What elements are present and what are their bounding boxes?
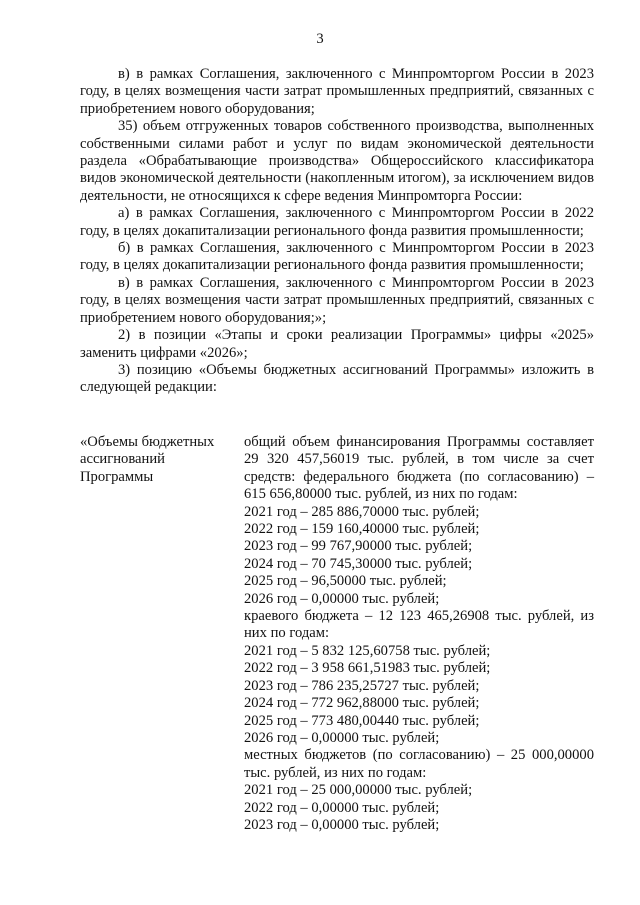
budget-line: 2022 год – 159 160,40000 тыс. рублей; [244, 521, 480, 538]
budget-line: общий объем финансирования Программы составляет 29 320 457,56019 тыс. рублей, в том числе за счет средств: федерального бюджета (по согласованию) – 615 656,80000 тыс. рублей, из них по годам: [244, 434, 594, 503]
budget-line: 2022 год – 3 958 661,51983 тыс. рублей; [244, 660, 491, 677]
budget-line: 2026 год – 0,00000 тыс. рублей; [244, 590, 440, 607]
budget-line: 2023 год – 786 235,25727 тыс. рублей; [244, 677, 480, 694]
paragraph: а) в рамках Соглашения, заключенного с Минпромторгом России в 2022 году, в целях докапитализации регионального фонда развития промышленности; [80, 205, 594, 239]
budget-line: краевого бюджета – 12 123 465,26908 тыс. рублей, из них по годам: [244, 608, 594, 642]
budget-line: 2023 год – 0,00000 тыс. рублей; [244, 816, 440, 833]
budget-line: 2024 год – 70 745,30000 тыс. рублей; [244, 555, 473, 572]
budget-line: 2021 год – 25 000,00000 тыс. рублей; [244, 782, 473, 799]
budget-line: 2022 год – 0,00000 тыс. рублей; [244, 799, 440, 816]
budget-line: 2025 год – 96,50000 тыс. рублей; [244, 573, 447, 590]
paragraph: 3) позицию «Объемы бюджетных ассигнований Программы» изложить в следующей редакции: [80, 361, 594, 396]
paragraph: в) в рамках Соглашения, заключенного с Минпромторгом России в 2023 году, в целях возмещения части затрат промышленных предприятий, связанных с приобретением нового оборудования;»; [80, 274, 594, 326]
budget-table [80, 434, 594, 834]
budget-line: 2021 год – 285 886,70000 тыс. рублей; [244, 503, 480, 520]
budget-line: 2023 год – 99 767,90000 тыс. рублей; [244, 538, 473, 555]
paragraph: в) в рамках Соглашения, заключенного с Минпромторгом России в 2023 году, в целях возмещения части затрат промышленных предприятий, связанных с приобретением нового оборудования; [80, 66, 594, 117]
budget-line: 2026 год – 0,00000 тыс. рублей; [244, 729, 440, 746]
budget-line: 2025 год – 773 480,00440 тыс. рублей; [244, 712, 480, 729]
paragraph: б) в рамках Соглашения, заключенного с Минпромторгом России в 2023 году, в целях докапитализации регионального фонда развития промышленности; [80, 240, 594, 274]
budget-line: местных бюджетов (по согласованию) – 25 000,00000 тыс. рублей, из них по годам: [244, 747, 594, 781]
budget-line: 2021 год – 5 832 125,60758 тыс. рублей; [244, 642, 491, 659]
budget-label: «Объемы бюджетных ассигнований Программы [80, 434, 215, 485]
budget-row [80, 434, 594, 834]
budget-line: 2024 год – 772 962,88000 тыс. рублей; [244, 695, 480, 712]
paragraph: 2) в позиции «Этапы и сроки реализации Программы» цифры «2025» заменить цифрами «2026»; [80, 327, 594, 361]
document-body [80, 66, 594, 397]
page-number: 3 [316, 31, 324, 47]
paragraph: 35) объем отгруженных товаров собственного производства, выполненных собственными силами работ и услуг по видам экономической деятельности раздела «Обрабатывающие производства» Общероссийского классификатора видов экономической деятельности (накопленным итогом), за исключением видов деятельности, не относящихся к сфере ведения Минпромторга России: [80, 118, 594, 204]
budget-values [240, 434, 594, 834]
